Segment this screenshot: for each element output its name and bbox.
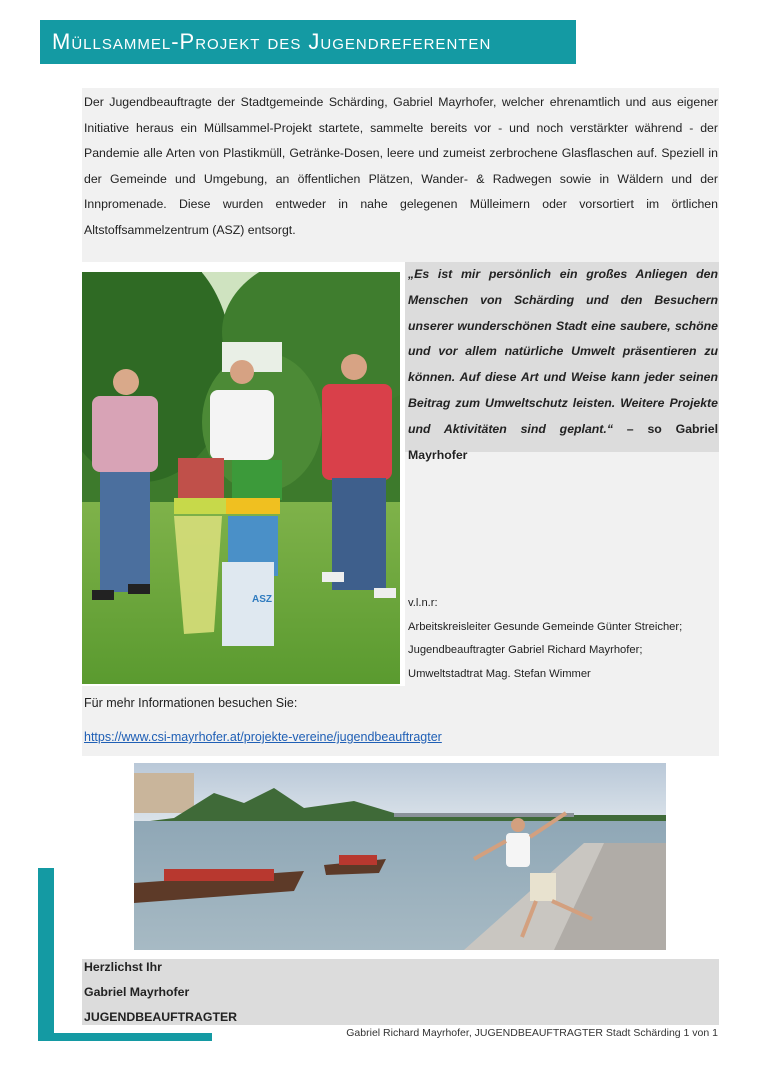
- quote-text: „Es ist mir persönlich ein großes Anliegen den Menschen von Schärding und den Besuchern unserer wunderschönen Stadt eine saubere, schöne und vor allem natürliche Umwelt präsentieren zu können. Auf diese Art und Weise kann jeder seinen Beitrag zum Umweltschutz leisten. Weitere Projekte und Aktivitäten sind geplant.“: [408, 267, 718, 436]
- caption-line: v.l.n.r:: [408, 597, 438, 609]
- signature-name: Gabriel Mayrhofer: [84, 985, 190, 999]
- intro-paragraph: Der Jugendbeauftragte der Stadtgemeinde Schärding, Gabriel Mayrhofer, welcher ehrenamtlich und aus eigener Initiative heraus ein Müllsammel-Projekt startete, sammelte bereits vor - und noch verstärkter während - der Pandemie alle Arten von Plastikmüll, Getränke-Dosen, leere und zumeist zerbrochene Glasflaschen auf. Speziell in der Gemeinde und Umgebung, an öffentlichen Plätzen, Wander- & Radwegen sowie in Wäldern und der Innpromenade. Diese wurden entweder in nahe gelegenen Mülleimern oder vorsortiert im örtlichen Altstoffsammelzentrum (ASZ) entsorgt.: [84, 95, 718, 237]
- signature-role: JUGENDBEAUFTRAGTER: [84, 1010, 238, 1024]
- group-photo: [82, 272, 400, 684]
- quote-author: – so Gabriel Mayrhofer: [408, 421, 719, 462]
- photo-caption: [408, 592, 718, 686]
- promenade-photo: [134, 763, 666, 950]
- info-label: Für mehr Informationen besuchen Sie:: [84, 696, 298, 710]
- page-footer: Gabriel Richard Mayrhofer, JUGENDBEAUFTRAGTER Stadt Schärding 1 von 1: [346, 1027, 718, 1039]
- page-title: Müllsammel-Projekt des Jugendreferenten: [40, 20, 576, 64]
- greeting: Herzlichst Ihr: [84, 960, 162, 974]
- caption-line: Umweltstadtrat Mag. Stefan Wimmer: [408, 667, 591, 680]
- info-link[interactable]: https://www.csi-mayrhofer.at/projekte-vereine/jugendbeauftragter: [84, 730, 442, 744]
- accent-bar-horizontal: [38, 1033, 212, 1041]
- quote: [408, 262, 718, 468]
- asz-bag-label: ASZ: [252, 594, 272, 605]
- accent-bar-vertical: [38, 868, 54, 1041]
- caption-line: Jugendbeauftragter Gabriel Richard Mayrhofer;: [408, 644, 643, 656]
- caption-line: Arbeitskreisleiter Gesunde Gemeinde Günter Streicher;: [408, 620, 683, 633]
